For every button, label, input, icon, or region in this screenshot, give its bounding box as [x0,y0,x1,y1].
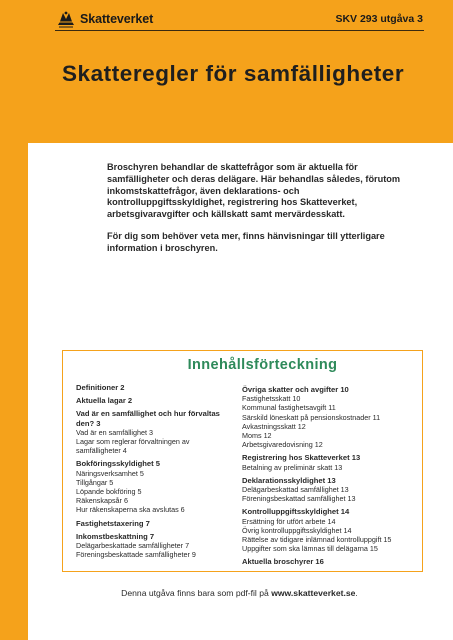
toc-subsection-entry: Hur räkenskaperna ska avslutas 6 [76,505,185,515]
intro-text [107,162,407,265]
toc-title: Innehållsförteckning [187,357,338,373]
toc-section-entry: Kontrolluppgiftsskyldighet 14 [242,507,350,517]
toc-section-entry: Aktuella lagar 2 [76,396,133,406]
toc-subsection-entry: Vad är en samfällighet 3 [76,427,153,437]
footer-text: Denna utgåva finns bara som pdf-fil på [121,588,272,598]
toc-section-entry: Inkomstbeskattning 7 [76,531,155,541]
toc-subsection-entry: Moms 12 [242,431,272,441]
intro-paragraph: För dig som behöver veta mer, finns hänvisningar till ytterligare information i broschyren. [107,230,385,253]
toc-subsection-entry: Rättelse av tidigare inlämnad kontrolluppgift 15 [242,535,392,545]
toc-subsection-entry: Räkenskapsår 6 [76,496,128,506]
toc-section-entry: Bokföringsskyldighet 5 [76,459,160,469]
toc-section-entry: Övriga skatter och avgifter 10 [242,385,349,394]
toc-subsection-entry: Delägarbeskattad samfällighet 13 [242,485,349,495]
toc-subsection-entry: Övrig kontrolluppgiftsskyldighet 14 [242,525,352,535]
footer-period: . [355,588,358,598]
toc-subsection-entry: Arbetsgivaredovisning 12 [242,440,323,450]
toc-section-entry: Deklarationsskyldighet 13 [242,475,336,485]
toc-subsection-entry: Föreningsbeskattad samfällighet 13 [242,494,356,504]
toc-section-entry: Vad är en samfällighet och hur förvaltas den? 3 [76,409,220,428]
toc-subsection-entry: Lagar som reglerar förvaltningen av samfälligheter 4 [76,437,190,456]
left-accent-stripe [0,0,28,640]
brand-name: Skatteverket [80,12,154,26]
intro-paragraph: Broschyren behandlar de skattefrågor som är aktuella för samfälligheter och deras delägare. Här behandlas således, förutom inkomstskattefrågor, även deklarations- och kontrolluppgiftsskyldighet, registrering hos Skatteverket, arbetsgivaravgifter och källskatt samt mervärdesskatt. [107,162,401,220]
toc-section-entry: Fastighetstaxering 7 [76,518,150,528]
header-divider [55,30,424,31]
toc-right-column [242,385,417,567]
form-code: SKV 293 utgåva 3 [335,13,423,25]
footer-note [0,588,453,598]
toc-left-column [76,383,236,559]
skatteverket-logo [56,10,153,28]
toc-subsection-entry: Delägarbeskattade samfälligheter 7 [76,541,190,551]
toc-subsection-entry: Fastighetsskatt 10 [242,394,301,404]
toc-subsection-entry: Kommunal fastighetsavgift 11 [242,403,336,413]
toc-subsection-entry: Ersättning för utfört arbete 14 [242,516,336,526]
toc-subsection-entry: Uppgifter som ska lämnas till delägarna 15 [242,544,378,554]
toc-subsection-entry: Avkastningsskatt 12 [242,421,306,431]
toc-subsection-entry: Löpande bokföring 5 [76,487,142,497]
toc-section-entry: Registrering hos Skatteverket 13 [242,453,361,463]
toc-subsection-entry: Föreningsbeskattade samfälligheter 9 [76,550,196,560]
toc-subsection-entry: Betalning av preliminär skatt 13 [242,462,343,472]
page-title: Skatteregler för samfälligheter [62,61,405,86]
crown-emblem-icon [56,10,76,28]
toc-section-entry: Aktuella broschyrer 16 [242,557,324,567]
toc-subsection-entry: Särskild löneskatt på pensionskostnader 11 [242,412,381,422]
website-link[interactable]: www.skatteverket.se [271,588,356,598]
toc-subsection-entry: Näringsverksamhet 5 [76,468,144,478]
toc-section-entry: Definitioner 2 [76,383,125,392]
table-of-contents [62,350,423,572]
toc-subsection-entry: Tillgångar 5 [76,477,114,487]
